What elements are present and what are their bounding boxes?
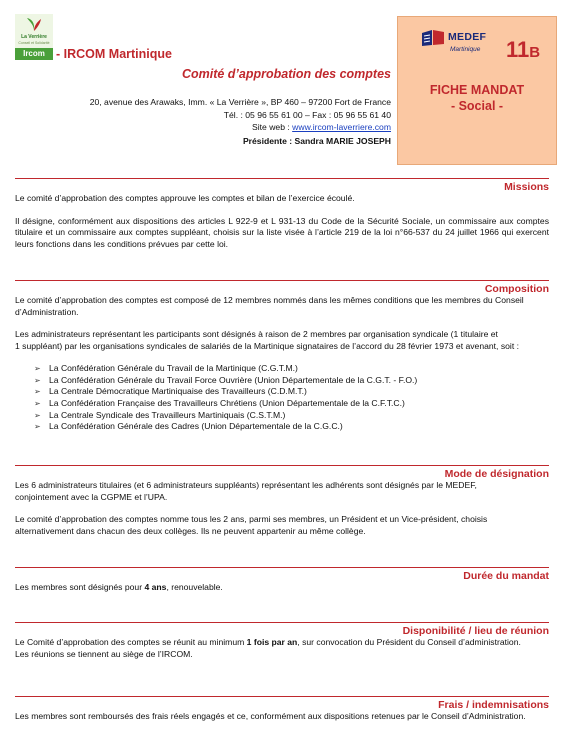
- arrow-bullet-icon: ➢: [34, 398, 41, 408]
- list-item: ➢ La Confédération Générale du Travail de la Martinique (C.G.T.M.): [34, 362, 298, 373]
- missions-p2: Il désigne, conformément aux dispositions des articles L 922-9 et L 931-13 du Code de la Sécurité Sociale, un commissaire aux comptes titulaire et un commissaire aux comptes suppléant, choisis sur la liste visée à l’article 219 de la loi n°66-537 du 24 juillet 1966 qui exercent leurs fonctions dans les conditions prévues par cette loi.: [15, 215, 549, 250]
- section-title: Mode de désignation: [444, 468, 549, 480]
- arrow-bullet-icon: ➢: [34, 410, 41, 420]
- list-item: ➢ La Confédération Générale des Cadres (Union Départementale de la C.G.C.): [34, 421, 343, 432]
- section-title: Composition: [484, 283, 549, 295]
- designation-p2a: Le comité d’approbation des comptes nomme tous les 2 ans, parmi ses membres, un Président et un Vice-président, choisis: [15, 514, 488, 525]
- medef-logo: [420, 29, 490, 61]
- fiche-number-digits: 11: [506, 37, 530, 62]
- medef-flag-icon: [420, 29, 448, 47]
- committee-title: Comité d’approbation des comptes: [181, 67, 391, 81]
- medef-word: MEDEF: [448, 31, 487, 43]
- designation-p1a: Les 6 administrateurs titulaires (et 6 administrateurs suppléants) représentant les adhérents sont désignés par le MEDEF,: [15, 480, 477, 490]
- unions-list: [15, 363, 549, 433]
- fiche-type-label: - Social -: [450, 99, 504, 113]
- designation-p1b: conjointement avec la CGPME et l’UPA.: [15, 491, 168, 502]
- logo-tagline: Conseil et Solidarité: [18, 41, 50, 45]
- president-line: Présidente : Sandra MARIE JOSEPH: [242, 136, 391, 146]
- website-line: [90, 121, 391, 134]
- section-divider: [15, 280, 549, 281]
- section-divider: [15, 178, 549, 179]
- section-divider: [15, 567, 549, 568]
- website-label: Site web :: [252, 122, 293, 132]
- arrow-bullet-icon: ➢: [34, 363, 41, 373]
- list-item: ➢ La Centrale Syndicale des Travailleurs Martiniquais (C.S.T.M.): [34, 409, 286, 420]
- fiche-number-letter: B: [529, 44, 541, 61]
- frais-p1: Les membres sont remboursés des frais réels engagés et ce, conformément aux dispositions retenues par le Conseil d’Administration.: [15, 711, 526, 721]
- composition-p1: Le comité d’approbation des comptes est composé de 12 membres nommés dans les mêmes conditions que les membres du Conseil d’Administration.: [15, 295, 524, 317]
- fiche-badge: [397, 16, 557, 165]
- ircom-logo: [15, 14, 53, 60]
- section-title: Frais / indemnisations: [438, 699, 549, 711]
- list-item: ➢ La Centrale Démocratique Martiniquaise des Travailleurs (C.D.M.T.): [34, 386, 307, 397]
- section-composition: [15, 280, 549, 433]
- section-title: Disponibilité / lieu de réunion: [402, 625, 549, 637]
- section-designation: [15, 465, 549, 538]
- composition-p2a: Les administrateurs représentant les participants sont désignés à raison de 2 membres par organisation syndicale (1 titulaire et: [15, 329, 498, 340]
- logo-emblem: [15, 14, 53, 48]
- section-disponibilite: [15, 622, 549, 660]
- section-missions: [15, 178, 549, 251]
- org-dash: -: [56, 47, 61, 61]
- org-name: IRCOM Martinique: [63, 47, 172, 61]
- fiche-number: [506, 37, 540, 63]
- website-link[interactable]: www.ircom-laverriere.com: [292, 122, 391, 132]
- address-line: 20, avenue des Arawaks, Imm. « La Verrière », BP 460 – 97200 Fort de France: [89, 97, 391, 107]
- section-divider: [15, 696, 549, 697]
- section-divider: [15, 622, 549, 623]
- list-item: ➢ La Confédération Générale du Travail Force Ouvrière (Union Départementale de la C.G.T. - F.O.): [34, 374, 418, 385]
- arrow-bullet-icon: ➢: [34, 387, 41, 397]
- section-duree: [15, 567, 549, 594]
- fiche-mandat-label: FICHE MANDAT: [429, 83, 525, 97]
- missions-p1: Le comité d’approbation des comptes approuve les comptes et bilan de l’exercice écoulé.: [15, 193, 355, 203]
- section-title: Missions: [504, 181, 549, 193]
- contact-block: [90, 96, 391, 134]
- phone-line: Tél. : 05 96 55 61 00 – Fax : 05 96 55 61 40: [223, 109, 391, 120]
- leaf-icon: [26, 16, 42, 32]
- disponibilite-p2: Les réunions se tiennent au siège de l’IRCOM.: [15, 648, 193, 659]
- arrow-bullet-icon: ➢: [34, 422, 41, 432]
- list-item: ➢ La Confédération Française des Travailleurs Chrétiens (Union Départementale de la C.F.T.C.): [34, 397, 405, 408]
- arrow-bullet-icon: ➢: [34, 375, 41, 385]
- org-title: [56, 47, 172, 61]
- section-frais: [15, 696, 549, 723]
- section-title: Durée du mandat: [463, 570, 549, 582]
- designation-p2b: alternativement dans chacun des deux collèges. Ils ne peuvent appartenir au même collège.: [15, 526, 366, 537]
- composition-p2b: 1 suppléant) par les organisations syndicales de salariés de la Martinique signataires de l’accord du 28 février 1973 et avenant, soit :: [15, 341, 519, 352]
- duree-text: Les membres sont désignés pour 4 ans, renouvelable.: [15, 582, 223, 592]
- disponibilite-text: Le Comité d’approbation des comptes se réunit au minimum 1 fois par an, sur convocation du Président du Conseil d’administration.: [15, 637, 521, 647]
- medef-sub: Martinique: [450, 46, 481, 53]
- section-divider: [15, 465, 549, 466]
- logo-verriere-text: La Verrière: [21, 34, 47, 40]
- logo-ircom-text: Ircom: [15, 48, 53, 60]
